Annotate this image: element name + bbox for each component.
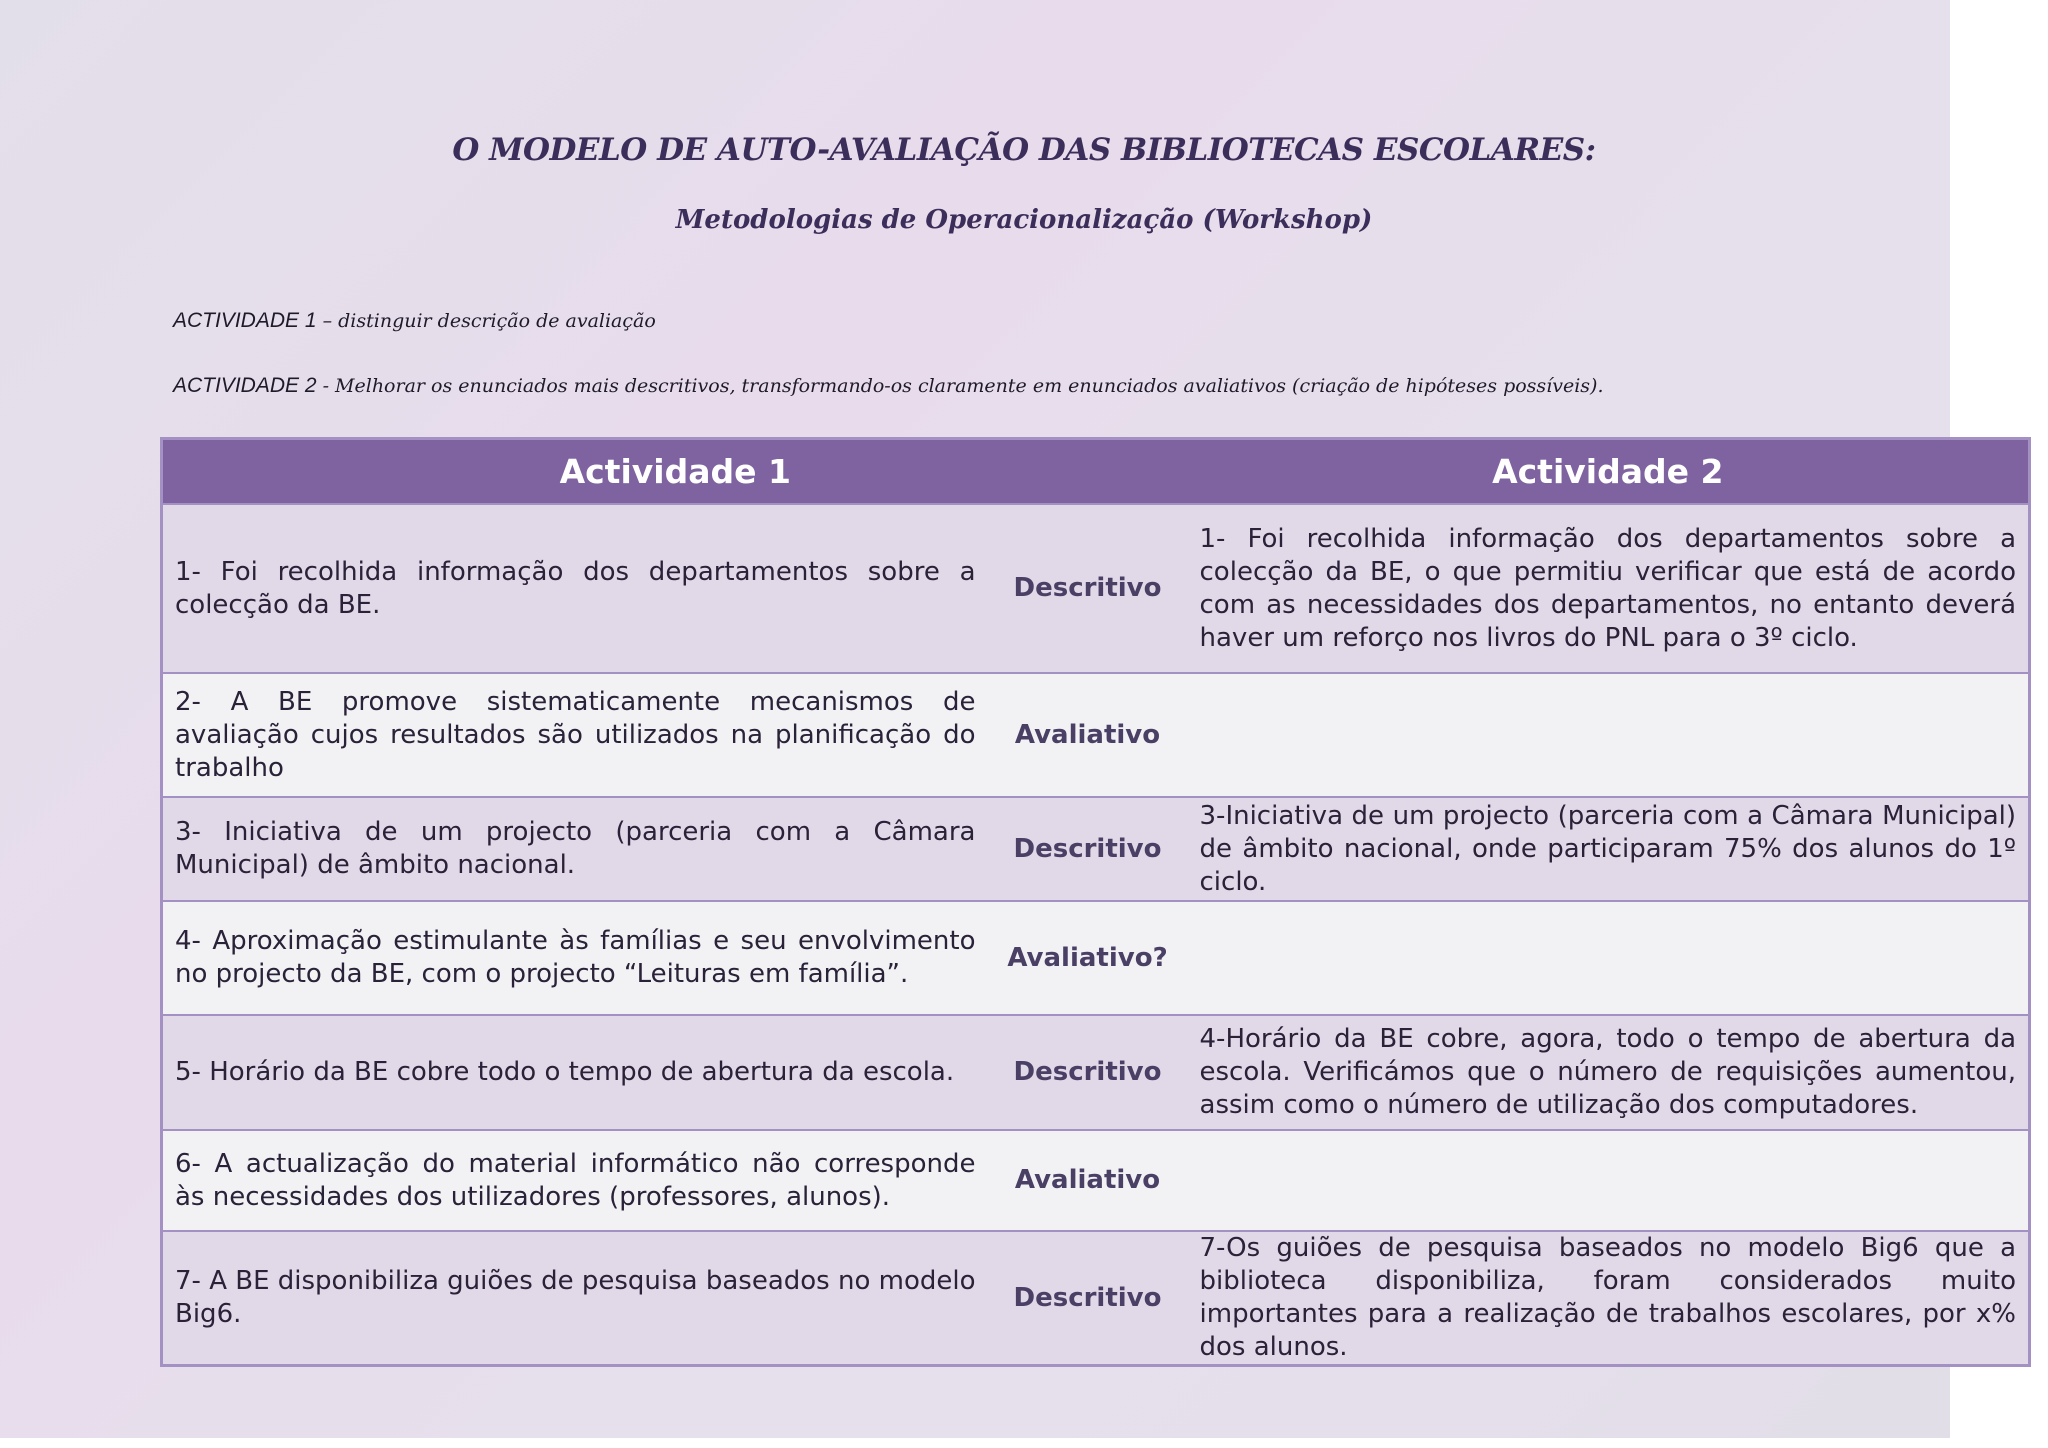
table-row <box>162 797 2030 901</box>
statement-cell: 1- Foi recolhida informação dos departamentos sobre a colecção da BE. <box>162 504 988 673</box>
classification-cell: Avaliativo <box>988 1130 1188 1231</box>
table-row <box>162 1231 2030 1366</box>
document-title: O MODELO DE AUTO-AVALIAÇÃO DAS BIBLIOTECAS ESCOLARES: <box>452 132 1596 168</box>
classification-cell: Descritivo <box>988 797 1188 901</box>
revised-statement-cell <box>1188 673 2030 797</box>
statement-cell: 7- A BE disponibiliza guiões de pesquisa baseados no modelo Big6. <box>162 1231 988 1366</box>
classification-cell: Avaliativo <box>988 673 1188 797</box>
table-row <box>162 1130 2030 1231</box>
classification-cell: Descritivo <box>988 1015 1188 1130</box>
revised-statement-cell: 3-Iniciativa de um projecto (parceria com a Câmara Municipal) de âmbito nacional, onde participaram 75% dos alunos do 1º ciclo. <box>1188 797 2030 901</box>
table-row <box>162 673 2030 797</box>
classification-cell: Descritivo <box>988 504 1188 673</box>
classification-cell: Avaliativo? <box>988 901 1188 1015</box>
statement-cell: 2- A BE promove sistematicamente mecanismos de avaliação cujos resultados são utilizados na planificação do trabalho <box>162 673 988 797</box>
activity-2-instruction <box>173 374 1604 398</box>
header-actividade-1: Actividade 1 <box>162 439 1188 505</box>
table-row <box>162 1015 2030 1130</box>
statement-cell: 6- A actualização do material informático não corresponde às necessidades dos utilizadores (professores, alunos). <box>162 1130 988 1231</box>
revised-statement-cell: 1- Foi recolhida informação dos departamentos sobre a colecção da BE, o que permitiu verificar que está de acordo com as necessidades dos departamentos, no entanto deverá haver um reforço nos livros do PNL para o 3º ciclo. <box>1188 504 2030 673</box>
activity-1-text: – distinguir descrição de avaliação <box>316 310 656 332</box>
statement-cell: 4- Aproximação estimulante às famílias e seu envolvimento no projecto da BE, com o projecto “Leituras em família”. <box>162 901 988 1015</box>
document-subtitle: Metodologias de Operacionalização (Workshop) <box>675 205 1373 235</box>
activity-1-instruction <box>173 309 656 333</box>
header-actividade-2: Actividade 2 <box>1188 439 2030 505</box>
activity-2-text: - Melhorar os enunciados mais descritivos, transformando-os claramente em enunciados avaliativos (criação de hipóteses possíveis). <box>316 375 1604 397</box>
table-header-row <box>162 439 2030 505</box>
table-row <box>162 901 2030 1015</box>
revised-statement-cell <box>1188 901 2030 1015</box>
table-row <box>162 504 2030 673</box>
activity-2-label: ACTIVIDADE 2 <box>173 374 317 397</box>
revised-statement-cell: 4-Horário da BE cobre, agora, todo o tempo de abertura da escola. Verificámos que o número de requisições aumentou, assim como o número de utilização dos computadores. <box>1188 1015 2030 1130</box>
activities-table <box>160 437 2031 1367</box>
revised-statement-cell <box>1188 1130 2030 1231</box>
classification-cell: Descritivo <box>988 1231 1188 1366</box>
revised-statement-cell: 7-Os guiões de pesquisa baseados no modelo Big6 que a biblioteca disponibiliza, foram considerados muito importantes para a realização de trabalhos escolares, por x% dos alunos. <box>1188 1231 2030 1366</box>
activity-1-label: ACTIVIDADE 1 <box>173 309 317 332</box>
statement-cell: 5- Horário da BE cobre todo o tempo de abertura da escola. <box>162 1015 988 1130</box>
statement-cell: 3- Iniciativa de um projecto (parceria com a Câmara Municipal) de âmbito nacional. <box>162 797 988 901</box>
